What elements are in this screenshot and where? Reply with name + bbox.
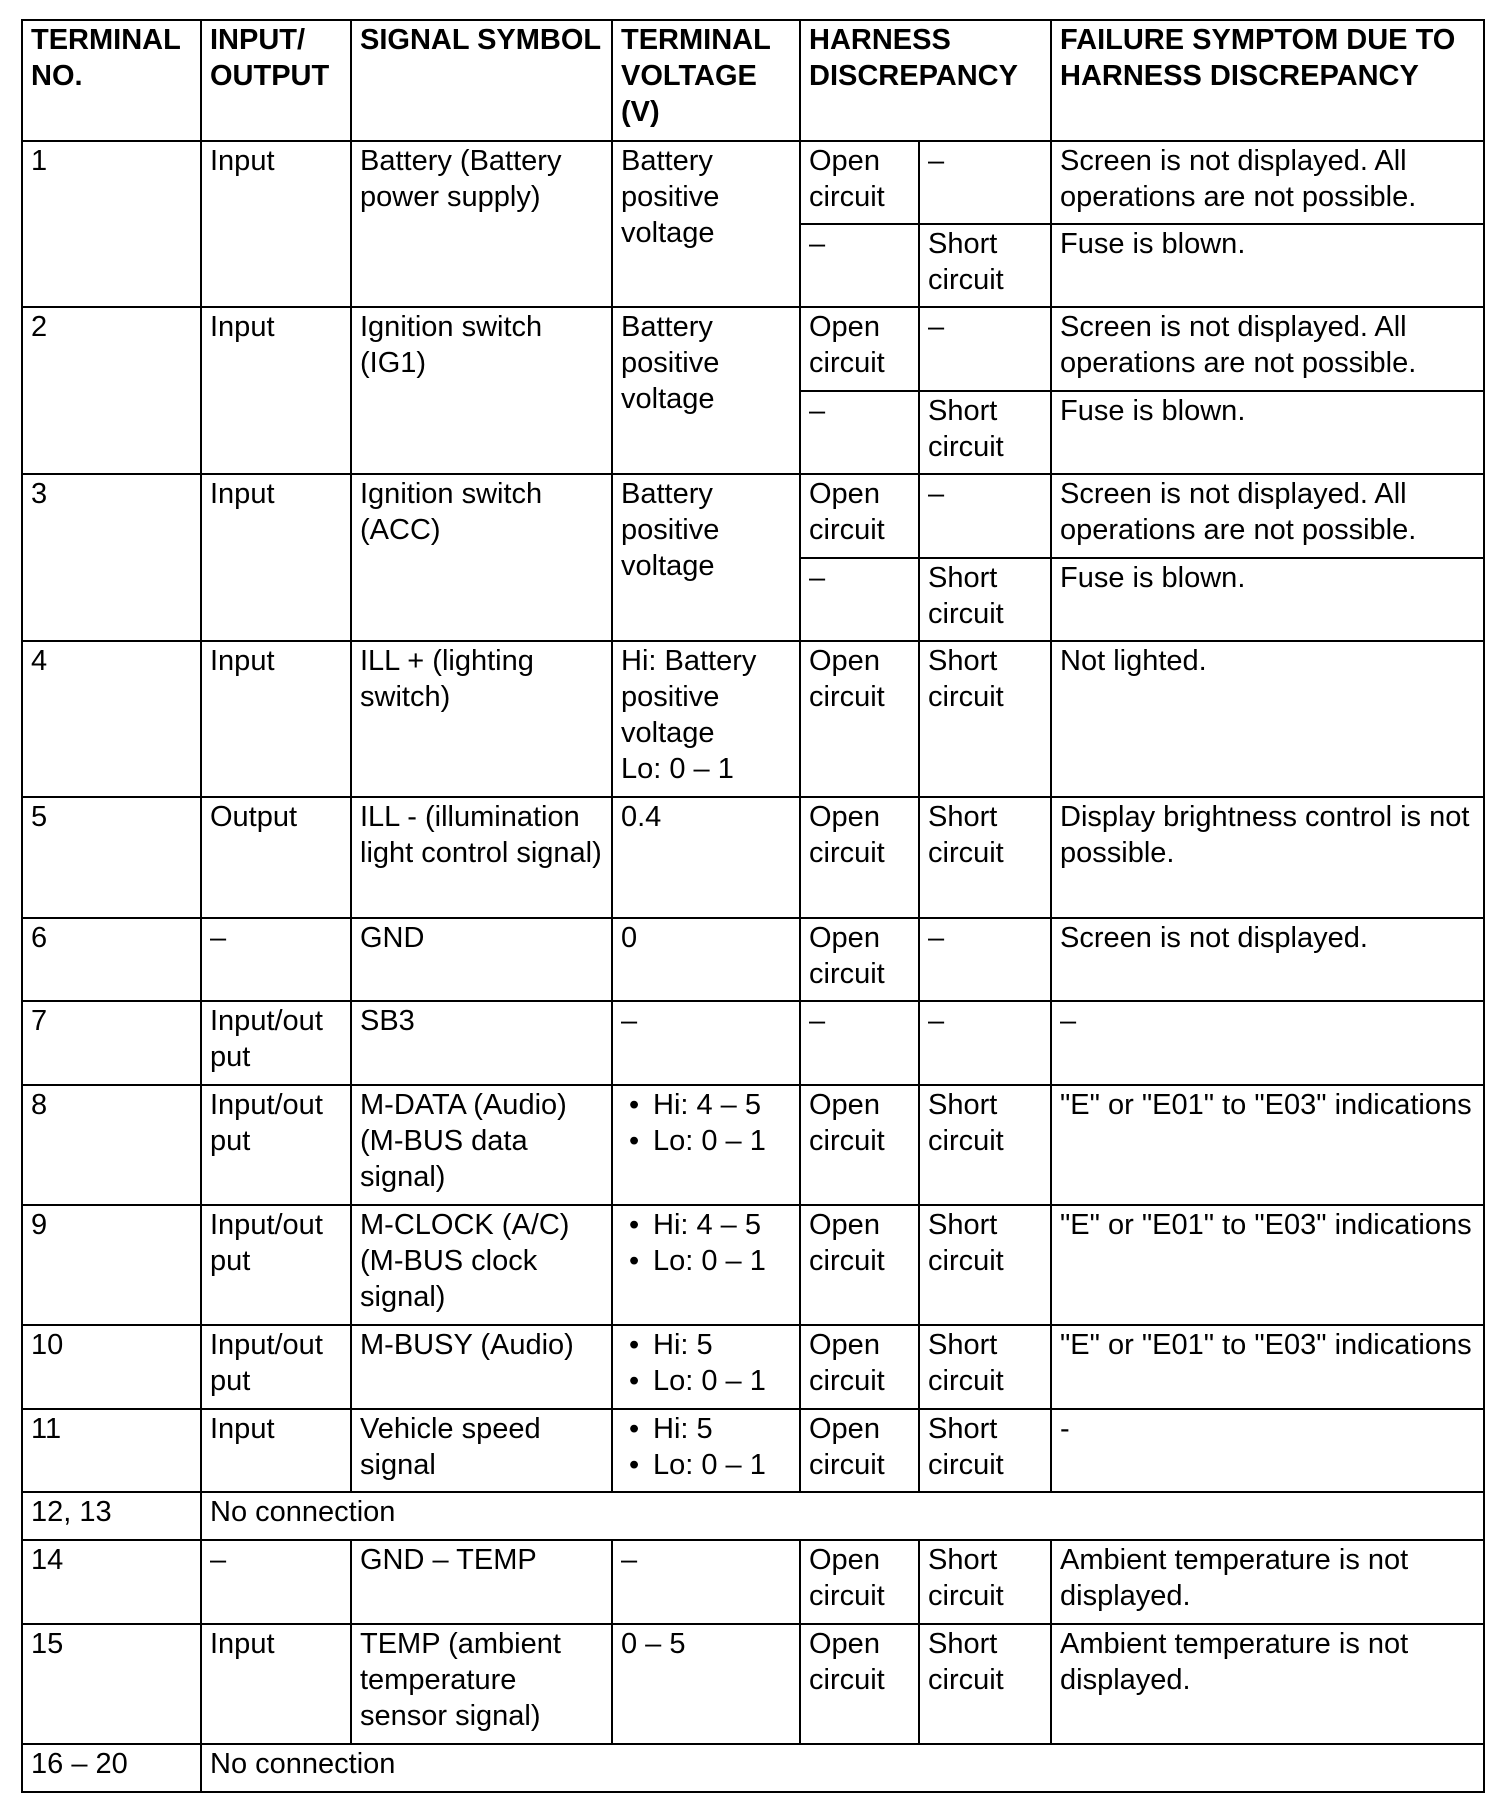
- table-row: [22, 1001, 1484, 1085]
- voltage-cell: Battery positive voltage: [612, 307, 800, 474]
- symptom-cell: Ambient temperature is not displayed.: [1051, 1624, 1484, 1744]
- open-circuit-cell: Open circuit: [800, 307, 919, 391]
- io-cell: Input: [201, 141, 351, 307]
- header-input-output: INPUT/ OUTPUT: [201, 20, 351, 141]
- io-cell: Input: [201, 641, 351, 797]
- terminal-no: 2: [22, 307, 201, 474]
- short-circuit-cell: Short circuit: [919, 1540, 1051, 1624]
- voltage-cell: –: [612, 1540, 800, 1624]
- header-failure-symptom: FAILURE SYMPTOM DUE TO HARNESS DISCREPANCY: [1051, 20, 1484, 141]
- open-circuit-cell: Open circuit: [800, 797, 919, 918]
- table-row: [22, 307, 1484, 391]
- short-circuit-cell: Short circuit: [919, 1409, 1051, 1492]
- terminal-no: 11: [22, 1409, 201, 1492]
- terminal-no: 7: [22, 1001, 201, 1085]
- table-row: [22, 1744, 1484, 1792]
- open-circuit-cell: –: [800, 224, 919, 307]
- io-cell: –: [201, 1540, 351, 1624]
- voltage-cell: [612, 641, 800, 797]
- table-row: [22, 141, 1484, 224]
- signal-cell: M-DATA (Audio)(M-BUS data signal): [351, 1085, 612, 1205]
- short-circuit-cell: Short circuit: [919, 797, 1051, 918]
- table-header-row: [22, 20, 1484, 141]
- signal-cell: SB3: [351, 1001, 612, 1085]
- header-signal-symbol: SIGNAL SYMBOL: [351, 20, 612, 141]
- open-circuit-cell: –: [800, 558, 919, 641]
- symptom-cell: -: [1051, 1409, 1484, 1492]
- table-row: [22, 1205, 1484, 1325]
- signal-cell: TEMP (ambient temperature sensor signal): [351, 1624, 612, 1744]
- terminal-no: 4: [22, 641, 201, 797]
- short-circuit-cell: Short circuit: [919, 641, 1051, 797]
- table-row: [22, 1540, 1484, 1624]
- terminal-no: 5: [22, 797, 201, 918]
- table-row: [22, 1085, 1484, 1205]
- short-circuit-cell: –: [919, 307, 1051, 391]
- no-connection-cell: No connection: [201, 1492, 1484, 1540]
- voltage-cell: –: [612, 1001, 800, 1085]
- table-row: [22, 641, 1484, 797]
- open-circuit-cell: Open circuit: [800, 1540, 919, 1624]
- signal-cell: Vehicle speed signal: [351, 1409, 612, 1492]
- voltage-hi: • Hi: 4 – 5: [621, 1087, 793, 1123]
- terminal-no: 10: [22, 1325, 201, 1409]
- voltage-cell: Battery positive voltage: [612, 141, 800, 307]
- symptom-cell: "E" or "E01" to "E03" indications: [1051, 1325, 1484, 1409]
- header-terminal-no: TERMINAL NO.: [22, 20, 201, 141]
- symptom-cell: Not lighted.: [1051, 641, 1484, 797]
- short-circuit-cell: Short circuit: [919, 1205, 1051, 1325]
- open-circuit-cell: Open circuit: [800, 1085, 919, 1205]
- io-cell: –: [201, 918, 351, 1001]
- table-row: [22, 1624, 1484, 1744]
- voltage-cell: Battery positive voltage: [612, 474, 800, 641]
- open-circuit-cell: Open circuit: [800, 641, 919, 797]
- voltage-cell: 0 – 5: [612, 1624, 800, 1744]
- io-cell: Input: [201, 474, 351, 641]
- terminal-no: 15: [22, 1624, 201, 1744]
- symptom-cell: Screen is not displayed.: [1051, 918, 1484, 1001]
- table-row: [22, 1492, 1484, 1540]
- open-circuit-cell: Open circuit: [800, 1624, 919, 1744]
- signal-cell: M-CLOCK (A/C) (M-BUS clock signal): [351, 1205, 612, 1325]
- open-circuit-cell: –: [800, 391, 919, 474]
- short-circuit-cell: –: [919, 1001, 1051, 1085]
- terminal-no: 9: [22, 1205, 201, 1325]
- io-cell: Output: [201, 797, 351, 918]
- open-circuit-cell: –: [800, 1001, 919, 1085]
- symptom-cell: Ambient temperature is not displayed.: [1051, 1540, 1484, 1624]
- short-circuit-cell: Short circuit: [919, 391, 1051, 474]
- short-circuit-cell: Short circuit: [919, 1624, 1051, 1744]
- symptom-cell: Fuse is blown.: [1051, 391, 1484, 474]
- signal-cell: Battery (Battery power supply): [351, 141, 612, 307]
- voltage-list: [621, 1087, 793, 1159]
- open-circuit-cell: Open circuit: [800, 141, 919, 224]
- signal-cell: GND: [351, 918, 612, 1001]
- io-cell: Input/out put: [201, 1001, 351, 1085]
- voltage-lo: • Lo: 0 – 1: [621, 1123, 793, 1159]
- voltage-hi: • Hi: 5: [621, 1411, 793, 1447]
- voltage-list: [621, 1411, 793, 1483]
- terminal-no: 14: [22, 1540, 201, 1624]
- symptom-cell: "E" or "E01" to "E03" indications: [1051, 1085, 1484, 1205]
- symptom-cell: Screen is not displayed. All operations are not possible.: [1051, 307, 1484, 391]
- terminal-no: 8: [22, 1085, 201, 1205]
- voltage-cell: [612, 1085, 800, 1205]
- short-circuit-cell: Short circuit: [919, 558, 1051, 641]
- header-terminal-voltage: TERMINAL VOLTAGE (V): [612, 20, 800, 141]
- signal-cell: Ignition switch (ACC): [351, 474, 612, 641]
- table-row: [22, 1325, 1484, 1409]
- symptom-cell: –: [1051, 1001, 1484, 1085]
- short-circuit-cell: –: [919, 141, 1051, 224]
- voltage-hi: Hi: Battery positive voltage: [621, 645, 757, 749]
- terminal-no: 6: [22, 918, 201, 1001]
- signal-cell: GND – TEMP: [351, 1540, 612, 1624]
- open-circuit-cell: Open circuit: [800, 1409, 919, 1492]
- table-row: [22, 1409, 1484, 1492]
- signal-cell: ILL + (lighting switch): [351, 641, 612, 797]
- voltage-list: [621, 1207, 793, 1279]
- open-circuit-cell: Open circuit: [800, 1325, 919, 1409]
- io-cell: Input: [201, 1624, 351, 1744]
- symptom-cell: Display brightness control is not possible.: [1051, 797, 1484, 918]
- voltage-cell: [612, 1325, 800, 1409]
- voltage-cell: [612, 1205, 800, 1325]
- voltage-lo: • Lo: 0 – 1: [621, 1363, 793, 1399]
- voltage-cell: [612, 1409, 800, 1492]
- signal-cell: M-BUSY (Audio): [351, 1325, 612, 1409]
- table-row: [22, 918, 1484, 1001]
- short-circuit-cell: Short circuit: [919, 224, 1051, 307]
- symptom-cell: Screen is not displayed. All operations are not possible.: [1051, 141, 1484, 224]
- open-circuit-cell: Open circuit: [800, 918, 919, 1001]
- symptom-cell: Fuse is blown.: [1051, 224, 1484, 307]
- table-row: [22, 797, 1484, 918]
- voltage-hi: • Hi: 4 – 5: [621, 1207, 793, 1243]
- io-cell: Input: [201, 307, 351, 474]
- open-circuit-cell: Open circuit: [800, 474, 919, 558]
- table-row: [22, 474, 1484, 558]
- short-circuit-cell: –: [919, 474, 1051, 558]
- terminal-no: 12, 13: [22, 1492, 201, 1540]
- voltage-list: [621, 1327, 793, 1399]
- terminal-no: 16 – 20: [22, 1744, 201, 1792]
- symptom-cell: Screen is not displayed. All operations are not possible.: [1051, 474, 1484, 558]
- voltage-cell: 0: [612, 918, 800, 1001]
- io-cell: Input/out put: [201, 1325, 351, 1409]
- signal-cell: ILL - (illumination light control signal): [351, 797, 612, 918]
- short-circuit-cell: –: [919, 918, 1051, 1001]
- header-harness-discrepancy: HARNESS DISCREPANCY: [800, 20, 1051, 141]
- symptom-cell: "E" or "E01" to "E03" indications: [1051, 1205, 1484, 1325]
- voltage-lo: Lo: 0 – 1: [621, 753, 734, 785]
- io-cell: Input/out put: [201, 1085, 351, 1205]
- open-circuit-cell: Open circuit: [800, 1205, 919, 1325]
- symptom-cell: Fuse is blown.: [1051, 558, 1484, 641]
- terminal-table: [21, 19, 1485, 1793]
- voltage-lo: • Lo: 0 – 1: [621, 1447, 793, 1483]
- io-cell: Input/out put: [201, 1205, 351, 1325]
- io-cell: Input: [201, 1409, 351, 1492]
- short-circuit-cell: Short circuit: [919, 1085, 1051, 1205]
- voltage-hi: • Hi: 5: [621, 1327, 793, 1363]
- terminal-no: 3: [22, 474, 201, 641]
- no-connection-cell: No connection: [201, 1744, 1484, 1792]
- short-circuit-cell: Short circuit: [919, 1325, 1051, 1409]
- voltage-cell: 0.4: [612, 797, 800, 918]
- voltage-lo: • Lo: 0 – 1: [621, 1243, 793, 1279]
- terminal-no: 1: [22, 141, 201, 307]
- signal-cell: Ignition switch (IG1): [351, 307, 612, 474]
